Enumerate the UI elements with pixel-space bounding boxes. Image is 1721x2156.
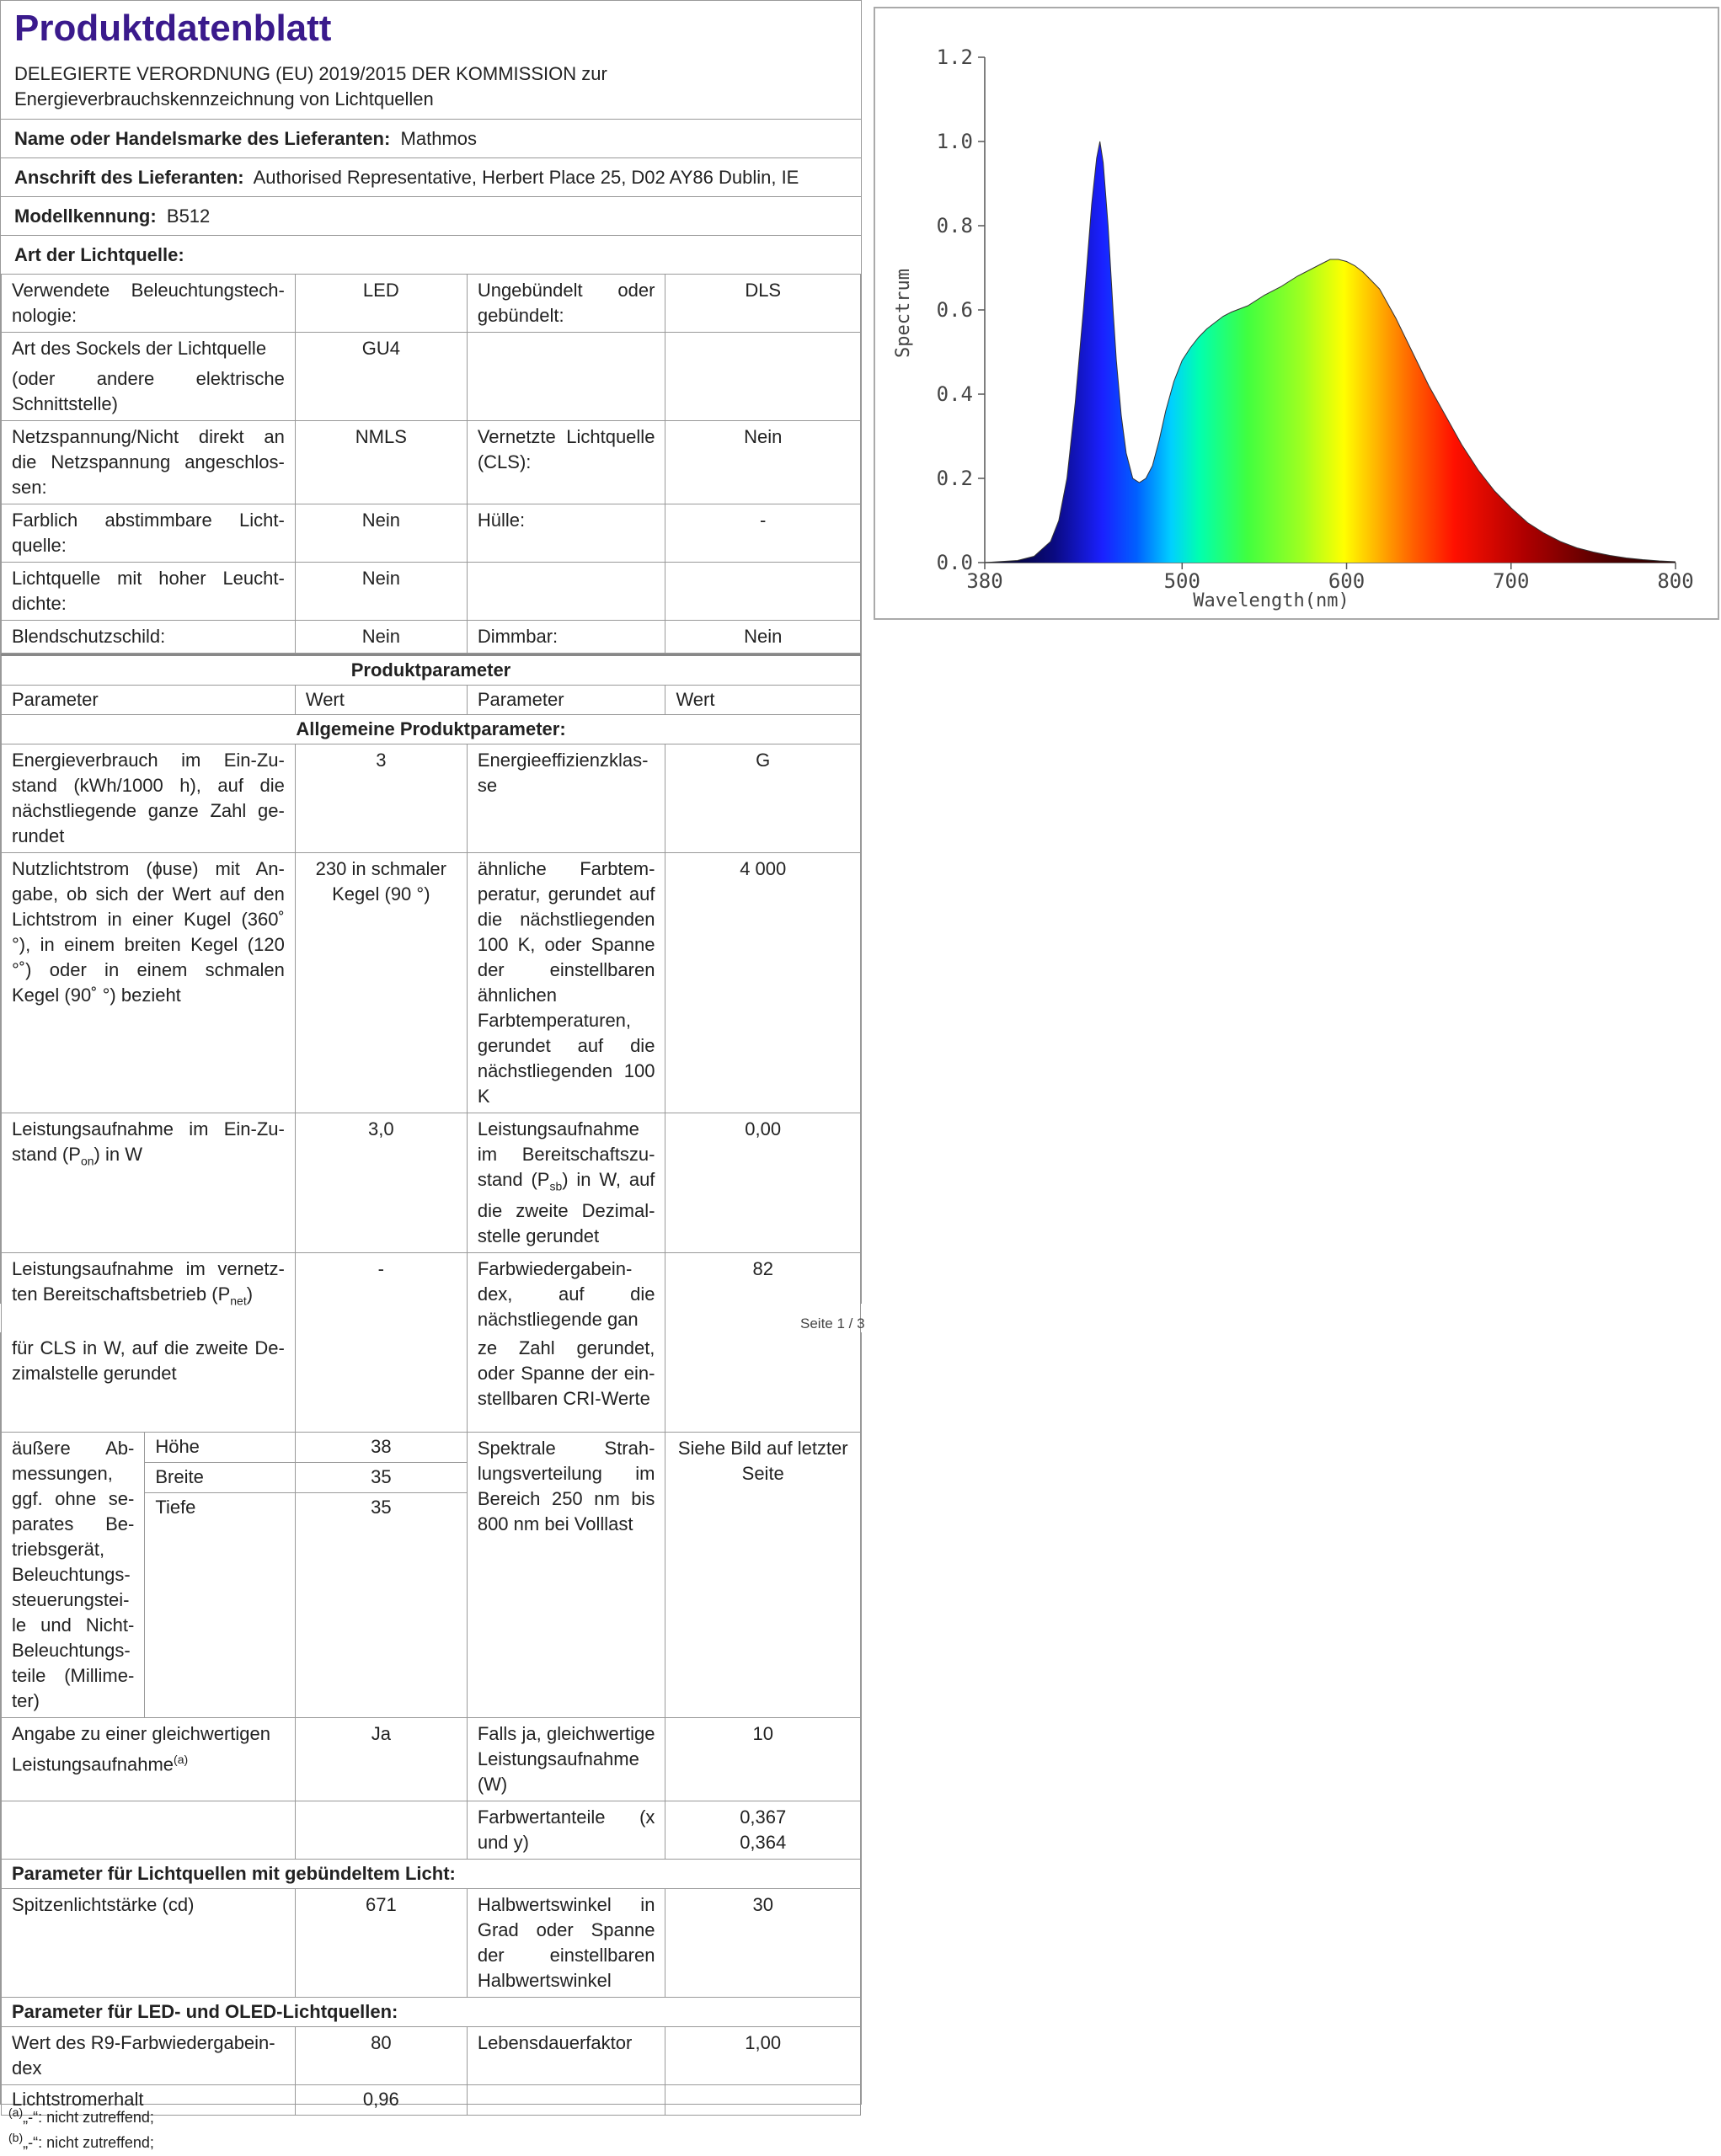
col-value-header: Wert bbox=[295, 686, 467, 715]
chromaticity-y: 0,364 bbox=[740, 1831, 787, 1853]
equiv-footnote-mark: (a) bbox=[174, 1752, 189, 1766]
flux-label: Nutzlichtstrom (ɸuse) mit Angabe, ob sich der Wert auf den Lichtstrom in einer Kugel (360˚ °), in einem breiten Kegel (120 °˚) oder in einem schmalen Kegel (90˚ °) bezieht bbox=[2, 853, 296, 1113]
life-factor-value: 1,00 bbox=[665, 2026, 861, 2084]
table-row bbox=[2, 2026, 861, 2084]
table-row bbox=[2, 1859, 861, 1888]
supplier-value: Mathmos bbox=[400, 128, 477, 149]
r9-value: 80 bbox=[295, 2026, 467, 2084]
class-value: G bbox=[665, 744, 861, 853]
page-number: Seite 1 / 3 bbox=[800, 1315, 865, 1331]
pnet-label bbox=[2, 1253, 296, 1337]
pnet-value: - bbox=[295, 1253, 467, 1337]
cap-value: GU4 bbox=[295, 333, 467, 421]
type-label: Art der Lichtquelle: bbox=[14, 244, 184, 265]
maintenance-value: 0,96 bbox=[295, 2084, 467, 2115]
chromaticity-x: 0,367 bbox=[740, 1806, 787, 1828]
table-row bbox=[2, 686, 861, 715]
empty-cell bbox=[467, 333, 665, 421]
pnet-sub: net bbox=[230, 1294, 247, 1308]
model-label: Modellkennung: bbox=[14, 205, 157, 227]
peak-value: 671 bbox=[295, 1888, 467, 1997]
table-row bbox=[2, 1717, 861, 1801]
dimmable-value: Nein bbox=[665, 621, 861, 654]
cri-label-continued: ze Zahl gerundet, oder Spanne der einstellbaren CRI-Werte bbox=[467, 1332, 665, 1432]
equiv-power-label: Falls ja, gleichwertige Leistungsaufnahme (W) bbox=[467, 1717, 665, 1801]
y-tick-label: 1.0 bbox=[936, 130, 973, 153]
table-row bbox=[2, 744, 861, 853]
equiv-label-text: Angabe zu einer gleichwertigen Leistungsaufnahme bbox=[12, 1722, 270, 1774]
cap-label-line-2: (oder andere elektrische Schnittstelle) bbox=[12, 368, 285, 414]
doc-title: Produktdatenblatt bbox=[14, 8, 332, 49]
spd-label: Spektrale Strahlungsverteilung im Bereich 250 nm bis 800 nm bei Volllast bbox=[467, 1432, 665, 1717]
table-row bbox=[2, 333, 861, 421]
chromaticity-value bbox=[665, 1801, 861, 1859]
energy-label: Energieverbrauch im Ein-Zustand (kWh/1000 h), auf die nächstliegende ganze Zahl gerundet bbox=[2, 744, 296, 853]
envelope-label: Hülle: bbox=[467, 504, 665, 563]
width-value: 35 bbox=[295, 1462, 467, 1492]
y-tick-label: 0.2 bbox=[936, 467, 973, 490]
table-row bbox=[2, 504, 861, 563]
model-value: B512 bbox=[166, 205, 211, 227]
col-param-header: Parameter bbox=[467, 686, 665, 715]
dls-heading: Parameter für Lichtquellen mit gebündeltem Licht: bbox=[2, 1859, 861, 1888]
pon-label-a: Leistungsaufnahme im Ein-Zustand (P bbox=[12, 1118, 285, 1165]
x-tick-label: 500 bbox=[1163, 569, 1200, 593]
x-tick-label: 700 bbox=[1493, 569, 1530, 593]
y-tick-label: 1.2 bbox=[936, 45, 973, 69]
dimensions-label: äußere Abmessungen, ggf. ohne separates Betriebsgerät, Beleuchtungssteuerungsteile und Nicht-Beleuchtungsteile (Millimeter) bbox=[2, 1432, 145, 1717]
spectrum-chart-svg bbox=[875, 8, 1718, 618]
led-heading: Parameter für LED- und OLED-Lichtquellen: bbox=[2, 1997, 861, 2026]
r9-label: Wert des R9-Farbwiedergabeindex bbox=[2, 2026, 296, 2084]
directional-value: DLS bbox=[665, 275, 861, 333]
cct-value: 4 000 bbox=[665, 853, 861, 1113]
table-row bbox=[2, 621, 861, 654]
psb-sub: sb bbox=[549, 1179, 563, 1193]
equiv-value: Ja bbox=[295, 1717, 467, 1801]
spectrum-area bbox=[985, 141, 1676, 563]
footnote-a-mark: (a) bbox=[8, 2105, 24, 2119]
height-value: 38 bbox=[295, 1432, 467, 1462]
footnote-a-text: „-“: nicht zutreffend; bbox=[23, 2109, 154, 2126]
general-heading: Allgemeine Produktparameter: bbox=[2, 715, 861, 744]
type-row bbox=[1, 235, 861, 274]
energy-value: 3 bbox=[295, 744, 467, 853]
address-row bbox=[1, 157, 861, 196]
glare-label: Blendschutzschild: bbox=[2, 621, 296, 654]
table-row bbox=[2, 275, 861, 333]
maintenance-label: Lichtstromerhalt bbox=[2, 2084, 296, 2115]
class-label: Energieeffizienzklasse bbox=[467, 744, 665, 853]
x-axis-label: Wavelength(nm) bbox=[1193, 590, 1350, 611]
chromaticity-label: Farbwertanteile (x und y) bbox=[467, 1801, 665, 1859]
footnote-b-mark: (b) bbox=[8, 2131, 24, 2144]
table-row bbox=[2, 1801, 861, 1859]
y-axis-label: Spectrum bbox=[893, 269, 914, 358]
psb-label-b: ) in W, auf die zweite Dezimalstelle gerundet bbox=[477, 1169, 655, 1247]
life-factor-label: Lebensdauerfaktor bbox=[467, 2026, 665, 2084]
x-tick-label: 800 bbox=[1657, 569, 1694, 593]
pon-label-b: ) in W bbox=[94, 1144, 142, 1165]
mains-label: Netzspannung/Nicht direkt an die Netzspannung angeschlossen: bbox=[2, 421, 296, 504]
depth-label: Tiefe bbox=[145, 1493, 296, 1717]
height-label: Höhe bbox=[145, 1432, 296, 1462]
tunable-label: Farblich abstimmbare Lichtquelle: bbox=[2, 504, 296, 563]
cls-label: Vernetzte Lichtquelle (CLS): bbox=[467, 421, 665, 504]
width-label: Breite bbox=[145, 1462, 296, 1492]
empty-cell bbox=[665, 333, 861, 421]
cri-value: 82 bbox=[665, 1253, 861, 1337]
footnote-a bbox=[8, 2105, 154, 2127]
psb-value: 0,00 bbox=[665, 1113, 861, 1253]
spectrum-chart bbox=[874, 7, 1719, 620]
cap-label bbox=[2, 333, 296, 421]
table-row bbox=[2, 1332, 861, 1432]
directional-label: Ungebündelt oder gebündelt: bbox=[467, 275, 665, 333]
equiv-label bbox=[2, 1717, 296, 1801]
depth-value: 35 bbox=[295, 1493, 467, 1717]
empty-cell bbox=[467, 563, 665, 621]
empty-cell bbox=[665, 2084, 861, 2115]
table-row bbox=[2, 1888, 861, 1997]
glare-value: Nein bbox=[295, 621, 467, 654]
cct-label: ähnliche Farbtemperatur, gerundet auf die nächstliegenden 100 K, oder Spanne der einstellbaren ähnlichen Farbtemperaturen, gerundet auf die nächstliegenden 100 K bbox=[467, 853, 665, 1113]
y-tick-label: 0.4 bbox=[936, 382, 973, 406]
tech-label: Verwendete Beleuchtungstechnologie: bbox=[2, 275, 296, 333]
pnet-label-continued: für CLS in W, auf die zweite Dezimalstelle gerundet bbox=[2, 1332, 296, 1432]
tech-value: LED bbox=[295, 275, 467, 333]
address-label: Anschrift des Lieferanten: bbox=[14, 167, 244, 188]
lighttype-table bbox=[1, 274, 861, 654]
beam-angle-label: Halbwertswinkel in Grad oder Spanne der einstellbaren Halbwertswinkel bbox=[467, 1888, 665, 1997]
footnote-b bbox=[8, 2131, 154, 2152]
tunable-value: Nein bbox=[295, 504, 467, 563]
high-luminance-label: Lichtquelle mit hoher Leuchtdichte: bbox=[2, 563, 296, 621]
table-row bbox=[2, 1432, 861, 1462]
cls-value: Nein bbox=[665, 421, 861, 504]
equiv-power-value: 10 bbox=[665, 1717, 861, 1801]
footnote-b-text: „-“: nicht zutreffend; bbox=[23, 2134, 154, 2151]
col-param-header: Parameter bbox=[2, 686, 296, 715]
table-row bbox=[2, 715, 861, 744]
params-heading: Produktparameter bbox=[2, 655, 861, 686]
peak-label: Spitzenlichtstärke (cd) bbox=[2, 1888, 296, 1997]
supplier-label: Name oder Handelsmarke des Lieferanten: bbox=[14, 128, 391, 149]
psb-label-a: Leistungsaufnahme im Bereitschaftszustand (P bbox=[477, 1118, 655, 1190]
pnet-label-a: Leistungsaufnahme im vernetzten Bereitschaftsbetrieb (P bbox=[12, 1258, 285, 1305]
high-luminance-value: Nein bbox=[295, 563, 467, 621]
y-tick-label: 0.6 bbox=[936, 298, 973, 322]
table-row bbox=[2, 1113, 861, 1253]
dimmable-label: Dimmbar: bbox=[467, 621, 665, 654]
supplier-row bbox=[1, 119, 861, 157]
table-row bbox=[2, 1997, 861, 2026]
empty-cell bbox=[665, 563, 861, 621]
spd-value: Siehe Bild auf letzter Seite bbox=[665, 1432, 861, 1717]
empty-cell bbox=[665, 1332, 861, 1432]
beam-angle-value: 30 bbox=[665, 1888, 861, 1997]
pon-sub: on bbox=[80, 1154, 94, 1168]
table-row bbox=[2, 853, 861, 1113]
pnet-label-b: ) bbox=[246, 1283, 254, 1305]
pon-label bbox=[2, 1113, 296, 1253]
model-row bbox=[1, 196, 861, 235]
address-value: Authorised Representative, Herbert Place 25, D02 AY86 Dublin, IE bbox=[253, 167, 799, 188]
pon-value: 3,0 bbox=[295, 1113, 467, 1253]
y-tick-label: 0.8 bbox=[936, 214, 973, 237]
x-tick-label: 380 bbox=[966, 569, 1003, 593]
envelope-value: - bbox=[665, 504, 861, 563]
doc-subtitle: DELEGIERTE VERORDNUNG (EU) 2019/2015 DER KOMMISSION zur Energieverbrauchskennzeichnung von Lichtquellen bbox=[14, 63, 607, 109]
empty-cell bbox=[2, 1801, 296, 1859]
flux-value: 230 in schmaler Kegel (90 °) bbox=[295, 853, 467, 1113]
table-row bbox=[2, 655, 861, 686]
psb-label bbox=[467, 1113, 665, 1253]
cri-label: Farbwiedergabeindex, auf die nächstliegende gan bbox=[467, 1253, 665, 1337]
table-row bbox=[2, 1253, 861, 1337]
datasheet-page-2 bbox=[0, 1332, 862, 2110]
x-tick-label: 600 bbox=[1328, 569, 1366, 593]
params-table bbox=[1, 654, 861, 1336]
table-row bbox=[2, 563, 861, 621]
params-table-continued bbox=[1, 1332, 861, 2116]
empty-cell bbox=[467, 2084, 665, 2115]
col-value-header: Wert bbox=[665, 686, 861, 715]
table-row bbox=[2, 421, 861, 504]
mains-value: NMLS bbox=[295, 421, 467, 504]
empty-cell bbox=[295, 1332, 467, 1432]
y-tick-label: 0.0 bbox=[936, 551, 973, 574]
cap-label-line-1: Art des Sockels der Lichtquelle bbox=[12, 338, 267, 359]
empty-cell bbox=[295, 1801, 467, 1859]
